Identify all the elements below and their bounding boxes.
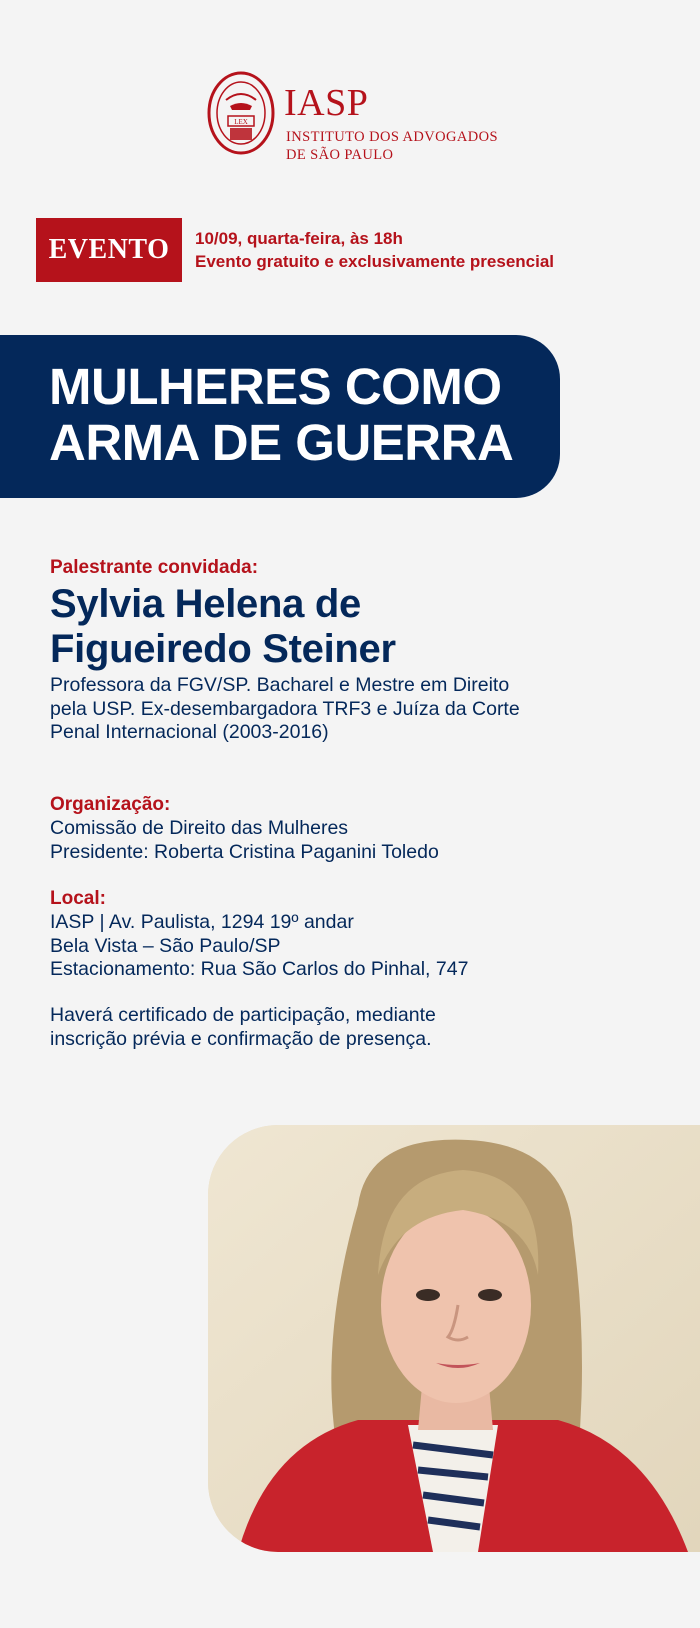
speaker-name — [50, 582, 396, 672]
location-line2: Bela Vista – São Paulo/SP — [50, 934, 281, 957]
location-section — [50, 887, 468, 982]
speaker-portrait-illustration — [208, 1125, 700, 1552]
organization-line2: Presidente: Roberta Cristina Paganini Toledo — [50, 840, 439, 863]
event-title-line2: ARMA DE GUERRA — [49, 414, 514, 471]
seal-lex-text: LEX — [234, 118, 248, 126]
organization-label: Organização: — [50, 794, 171, 815]
certificate-line2: inscrição prévia e confirmação de presença. — [50, 1027, 432, 1050]
location-label: Local: — [50, 888, 106, 909]
event-info — [195, 227, 554, 273]
speaker-bio-line2: pela USP. Ex-desembargadora TRF3 e Juíza da Corte — [50, 697, 520, 720]
event-title-line1: MULHERES COMO — [49, 358, 502, 415]
location-line1: IASP | Av. Paulista, 1294 19º andar — [50, 911, 354, 933]
title-banner — [0, 335, 560, 498]
event-badge: EVENTO — [36, 218, 182, 282]
organization-section — [50, 793, 439, 864]
iasp-seal-icon — [206, 70, 276, 156]
event-title — [49, 359, 513, 471]
speaker-label: Palestrante convidada: — [50, 557, 259, 578]
location-line3: Estacionamento: Rua São Carlos do Pinhal, 747 — [50, 958, 469, 980]
speaker-name-line2: Figueiredo Steiner — [50, 627, 396, 671]
speaker-photo — [208, 1125, 700, 1552]
speaker-name-line1: Sylvia Helena de — [50, 582, 361, 626]
iasp-logo — [206, 70, 506, 166]
certificate-note — [50, 1004, 436, 1051]
event-date: 10/09, quarta-feira, às 18h — [195, 229, 403, 248]
speaker-bio-line3: Penal Internacional (2003-2016) — [50, 721, 329, 743]
speaker-bio-line1: Professora da FGV/SP. Bacharel e Mestre em Direito — [50, 674, 510, 696]
logo-subtitle-line2: DE SÃO PAULO — [286, 147, 394, 163]
speaker-bio — [50, 674, 520, 745]
logo-subtitle-line1: INSTITUTO DOS ADVOGADOS — [286, 129, 498, 145]
event-note: Evento gratuito e exclusivamente presencial — [195, 252, 555, 271]
organization-line1: Comissão de Direito das Mulheres — [50, 817, 349, 839]
logo-subtitle — [286, 128, 498, 164]
logo-name: IASP — [284, 82, 369, 124]
certificate-line1: Haverá certificado de participação, mediante — [50, 1004, 436, 1026]
